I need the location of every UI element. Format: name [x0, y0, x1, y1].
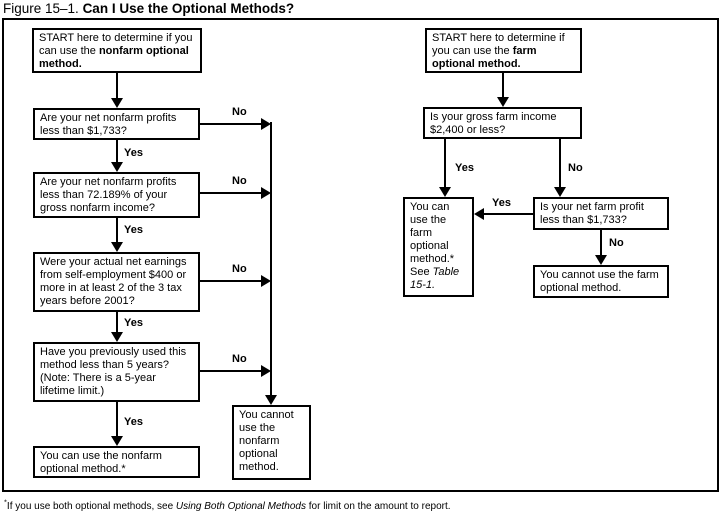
- nonfarm-can-use-box: [33, 446, 200, 478]
- connector-q2-to-q3: [116, 218, 118, 243]
- footnote: [4, 497, 451, 512]
- footnote-text-pre: If you use both optional methods, see: [6, 501, 176, 512]
- farm-cannot-use-box: [533, 265, 669, 298]
- nonfarm-cannot-use-box: [232, 405, 311, 480]
- arrow-down-icon: [111, 436, 123, 446]
- footnote-reference: Using Both Optional Methods: [175, 501, 306, 512]
- no-label-farm-q1: No: [568, 162, 583, 174]
- connector-farm-q2-yes: [484, 213, 533, 215]
- connector-q3-to-q4: [116, 312, 118, 333]
- footnote-text-post: for limit on the amount to report.: [306, 501, 451, 512]
- no-label-q1: No: [232, 106, 247, 118]
- farm-income-question-text: Is your gross farm income $2,400 or less?: [430, 111, 557, 136]
- arrow-down-icon: [111, 162, 123, 172]
- nonfarm-profits-question-text: Are your net nonfarm profits less than $1,733?: [40, 112, 177, 137]
- farm-start-text: START here to determine if you can use the: [432, 32, 565, 57]
- connector-start-to-q1: [116, 72, 118, 99]
- connector-farm-q1-yes: [444, 139, 446, 187]
- yes-label-q2: Yes: [124, 224, 143, 236]
- arrow-down-icon: [265, 395, 277, 405]
- nonfarm-percent-question-box: [33, 172, 200, 218]
- nonfarm-start-box: [32, 28, 202, 73]
- farm-profit-question-text: Is your net farm profit less than $1,733?: [540, 201, 644, 226]
- yes-label-q4: Yes: [124, 416, 143, 428]
- yes-label-q1: Yes: [124, 147, 143, 159]
- farm-start-bold-text: farm optional method.: [432, 45, 537, 70]
- yes-label-q3: Yes: [124, 317, 143, 329]
- connector-q4-to-can-use: [116, 402, 118, 437]
- arrow-down-icon: [111, 98, 123, 108]
- figure-title: [3, 1, 294, 16]
- connector-no-collector: [270, 122, 272, 395]
- yes-label-farm-q2: Yes: [492, 197, 511, 209]
- no-label-q4: No: [232, 353, 247, 365]
- arrow-down-icon: [439, 187, 451, 197]
- arrow-left-icon: [474, 208, 484, 220]
- farm-income-question-box: [423, 107, 582, 139]
- farm-cannot-use-text: You cannot use the farm optional method.: [540, 269, 659, 294]
- nonfarm-years-question-text: Have you previously used this method less than 5 years? (Note: There is a 5-year lifetime limit.): [40, 346, 187, 397]
- nonfarm-percent-question-text: Are your net nonfarm profits less than 72.189% of your gross nonfarm income?: [40, 176, 177, 214]
- figure-label: Figure 15–1.: [3, 1, 83, 16]
- farm-can-use-box: [403, 197, 474, 297]
- footnote-marker: *: [4, 497, 7, 507]
- arrow-down-icon: [595, 255, 607, 265]
- no-label-farm-q2: No: [609, 237, 624, 249]
- arrow-down-icon: [111, 332, 123, 342]
- arrow-down-icon: [497, 97, 509, 107]
- nonfarm-earnings-question-text: Were your actual net earnings from self-employment $400 or more in at least 2 of the 3 tax years before 2001?: [40, 256, 187, 307]
- nonfarm-profits-question-box: [33, 108, 200, 140]
- figure-title-text: Can I Use the Optional Methods?: [82, 1, 295, 16]
- arrow-down-icon: [111, 242, 123, 252]
- nonfarm-years-question-box: [33, 342, 200, 402]
- connector-q1-to-q2: [116, 140, 118, 163]
- no-label-q2: No: [232, 175, 247, 187]
- connector-farm-q1-no: [559, 139, 561, 187]
- farm-profit-question-box: [533, 197, 669, 230]
- nonfarm-start-bold-text: nonfarm optional method.: [39, 45, 189, 70]
- yes-label-farm-q1: Yes: [455, 162, 474, 174]
- nonfarm-can-use-text: You can use the nonfarm optional method.*: [40, 450, 162, 475]
- connector-farm-start-to-q1: [502, 73, 504, 97]
- no-label-q3: No: [232, 263, 247, 275]
- connector-q1-no: [200, 123, 261, 125]
- connector-q2-no: [200, 192, 261, 194]
- nonfarm-start-text: START here to determine if you can use the: [39, 32, 193, 57]
- farm-start-box: [425, 28, 582, 73]
- connector-farm-q2-no: [600, 230, 602, 255]
- farm-can-use-table-ref: Table 15-1.: [410, 266, 460, 291]
- nonfarm-earnings-question-box: [33, 252, 200, 312]
- farm-can-use-text: You can use the farm optional method.* See: [410, 201, 455, 278]
- nonfarm-cannot-use-text: You cannot use the nonfarm optional method.: [239, 409, 294, 473]
- arrow-down-icon: [554, 187, 566, 197]
- connector-q4-no: [200, 370, 261, 372]
- connector-q3-no: [200, 280, 261, 282]
